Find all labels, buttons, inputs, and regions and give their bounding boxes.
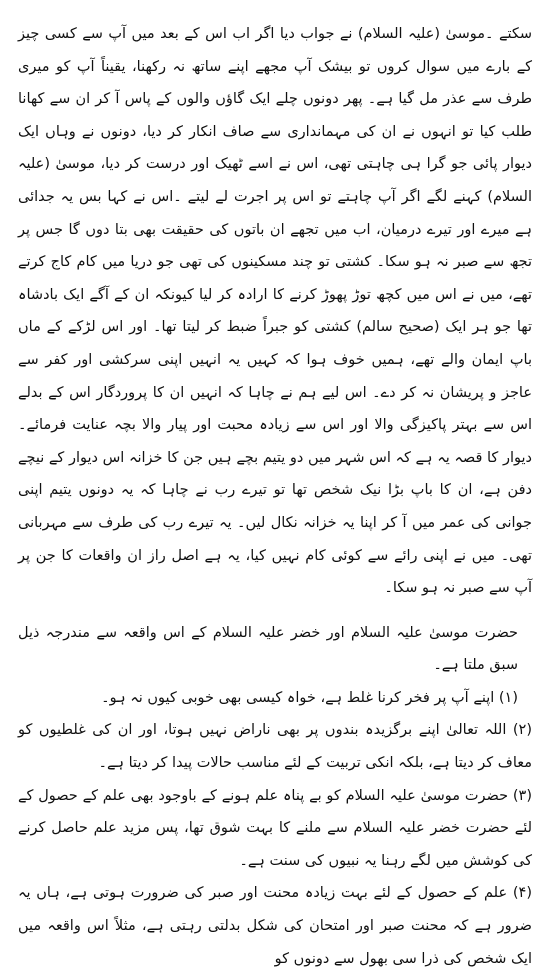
lesson-item-3: (۳) حضرت موسیٰ علیہ السلام کو بے پناہ علم ہونے کے باوجود بھی علم کے حصول کے لئے حضرت خضر علیہ السلام سے ملنے کا بہت شوق تھا، پس مزید علم حاصل کرنے کی کوشش میں لگے رہنا یہ نبیوں کی سنت ہے۔ [18, 787, 532, 869]
story-paragraph: سکتے ۔موسیٰ (علیہ السلام) نے جواب دیا اگر اب اس کے بعد میں آپ سے کسی چیز کے بارے میں سوال کروں تو بیشک آپ مجھے اپنے ساتھ نہ رکھنا، یقیناً آپ کو میری طرف سے عذر مل گیا ہے۔ پھر دونوں چلے ایک گاؤں والوں کے پاس آ کر ان سے کھانا طلب کیا تو انہوں نے ان کی مہمانداری سے صاف انکار کر دیا، دونوں نے وہاں ایک دیوار پائی جو گرا ہی چاہتی تھی، اس نے اسے ٹھیک اور درست کر دیا، موسیٰ (علیہ السلام) کہنے لگے اگر آپ چاہتے تو اس پر اجرت لے لیتے ۔اس نے کہا بس یہ جدائی ہے میرے اور تیرے درمیان، اب میں تجھے ان باتوں کی حقیقت بھی بتا دوں گا جس پر تجھ سے صبر نہ ہو سکا۔ کشتی تو چند مسکینوں کی تھی جو دریا میں کام کاج کرتے تھے، میں نے اس میں کچھ توڑ پھوڑ کرنے کا ارادہ کر لیا کیونکہ ان کے آگے ایک بادشاہ تھا جو ہر ایک (صحیح سالم) کشتی کو جبراً ضبط کر لیتا تھا۔ اور اس لڑکے کے ماں باپ ایمان والے تھے، ہمیں خوف ہوا کہ کہیں یہ انہیں اپنی سرکشی اور کفر سے عاجز و پریشان نہ کر دے۔ اس لیے ہم نے چاہا کہ انہیں ان کا پروردگار اس کے بدلے اس سے بہتر پاکیزگی والا اور اس سے زیادہ محبت اور پیار والا بچہ عنایت فرمائے۔ دیوار کا قصہ یہ ہے کہ اس شہر میں دو یتیم بچے ہیں جن کا خزانہ اس دیوار کے نیچے دفن ہے، ان کا باپ بڑا نیک شخص تھا تو تیرے رب نے چاہا کہ یہ دونوں یتیم اپنی جوانی کی عمر میں آ کر اپنا یہ خزانہ نکال لیں۔ یہ تیرے رب کی طرف سے مہربانی تھی۔ میں نے اپنی رائے سے کوئی کام نہیں کیا، یہ ہے اصل راز ان واقعات کا جن پر آپ سے صبر نہ ہو سکا۔ [18, 26, 532, 597]
lessons-intro: حضرت موسیٰ علیہ السلام اور خضر علیہ السلام کے اس واقعہ سے مندرجہ ذیل سبق ملتا ہے۔ [18, 624, 518, 674]
lesson-item-1: (۱) اپنے آپ پر فخر کرنا غلط ہے، خواہ کیسی بھی خوبی کیوں نہ ہو۔ [101, 689, 518, 706]
paragraph-gap [18, 605, 532, 617]
lesson-item-2: (۲) اللہ تعالیٰ اپنے برگزیدہ بندوں پر بھی ناراض نہیں ہوتا، اور ان کی غلطیوں کو معاف کر دیتا ہے، بلکہ انکی تربیت کے لئے مناسب حالات پیدا کر دیتا ہے۔ [18, 722, 532, 772]
book-page [18, 18, 532, 967]
lesson-item-4: (۴) علم کے حصول کے لئے بہت زیادہ محنت اور صبر کی ضرورت ہوتی ہے، ہاں یہ ضرور ہے کہ محنت صبر اور امتحان کی شکل بدلتی رہتی ہے، مثلاً اس واقعہ میں ایک شخص کی ذرا سی بھول سے دونوں کو [18, 885, 532, 967]
